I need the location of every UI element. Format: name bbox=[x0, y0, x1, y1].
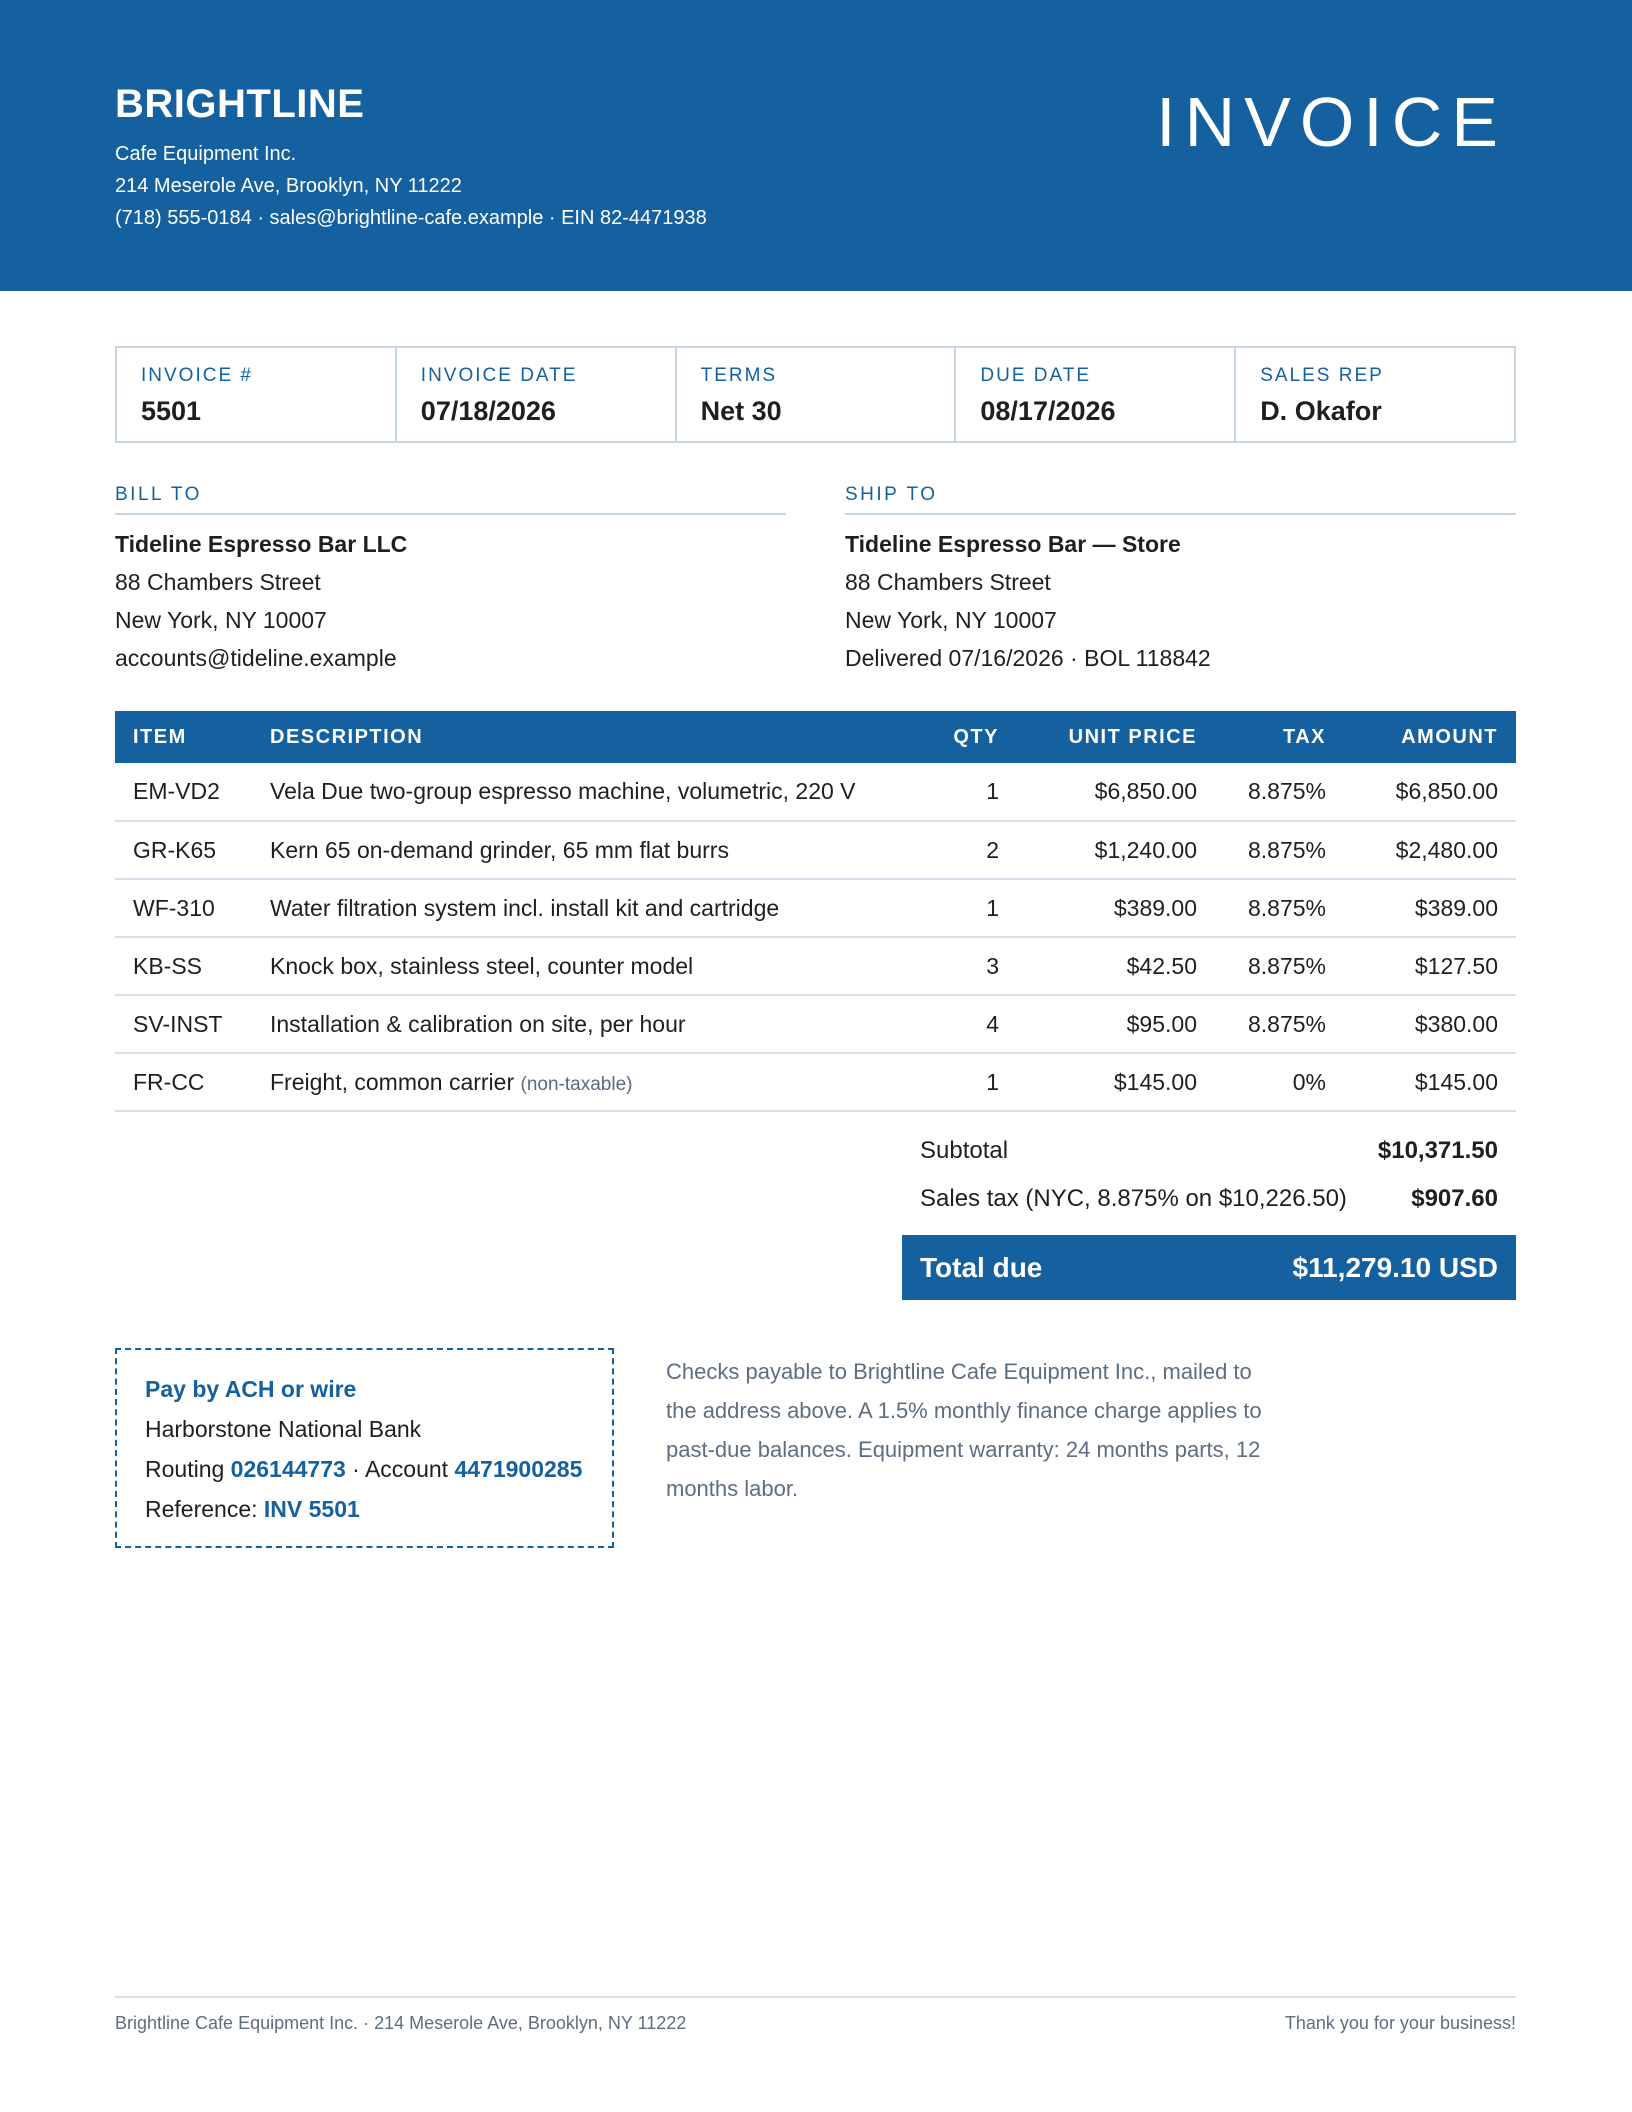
meta-due-date bbox=[956, 348, 1236, 441]
company-name: Cafe Equipment Inc. bbox=[115, 143, 297, 165]
table-row bbox=[115, 995, 1516, 1053]
cell-description bbox=[252, 879, 889, 937]
ship-to-label: SHIP TO bbox=[845, 484, 1516, 515]
description-text: Installation & calibration on site, per hour bbox=[270, 1010, 686, 1037]
column-header-item: ITEM bbox=[115, 711, 252, 763]
meta-sales-rep bbox=[1236, 348, 1514, 441]
cell-qty: 3 bbox=[889, 937, 1017, 995]
separator: · bbox=[345, 1456, 365, 1482]
table-row bbox=[115, 1053, 1516, 1111]
cell-amount: $127.50 bbox=[1344, 937, 1516, 995]
document-title: INVOICE bbox=[1156, 83, 1507, 161]
meta-label: DUE DATE bbox=[980, 365, 1092, 386]
meta-label: INVOICE # bbox=[141, 365, 253, 386]
cell-item: GR-K65 bbox=[115, 821, 252, 879]
footer-divider bbox=[115, 1996, 1516, 1998]
cell-tax: 0% bbox=[1215, 1053, 1344, 1111]
description-text: Freight, common carrier bbox=[270, 1068, 515, 1095]
total-due-row bbox=[902, 1235, 1516, 1300]
cell-item: WF-310 bbox=[115, 879, 252, 937]
description-text: Vela Due two-group espresso machine, volumetric, 220 V bbox=[270, 778, 856, 804]
cell-description bbox=[252, 1053, 889, 1111]
footer-thank-you: Thank you for your business! bbox=[1284, 2013, 1516, 2033]
bill-to-name: Tideline Espresso Bar LLC bbox=[115, 531, 408, 557]
description-text: Water filtration system incl. install kit and cartridge bbox=[270, 894, 780, 921]
cell-amount: $380.00 bbox=[1344, 995, 1516, 1053]
ship-to-city: New York, NY 10007 bbox=[845, 607, 1057, 633]
description-text: Kern 65 on-demand grinder, 65 mm flat burrs bbox=[270, 836, 729, 863]
cell-tax: 8.875% bbox=[1215, 763, 1344, 821]
cell-unit-price: $95.00 bbox=[1017, 995, 1215, 1053]
terms-note: Checks payable to Brightline Cafe Equipment Inc., mailed to the address above. A 1.5% monthly finance charge applies to past-due balances. Equipment warranty: 24 months parts, 12 months labor. bbox=[666, 1359, 1262, 1501]
non-taxable-note: (non-taxable) bbox=[520, 1073, 633, 1095]
meta-label: INVOICE DATE bbox=[420, 365, 578, 386]
meta-label: TERMS bbox=[700, 365, 778, 386]
cell-amount: $389.00 bbox=[1344, 879, 1516, 937]
meta-value: 07/18/2026 bbox=[420, 396, 556, 426]
table-row bbox=[115, 821, 1516, 879]
bill-to-email: accounts@tideline.example bbox=[115, 645, 397, 671]
line-items-table bbox=[115, 711, 1516, 1112]
cell-item: FR-CC bbox=[115, 1053, 252, 1111]
footer-company-info: Brightline Cafe Equipment Inc. · 214 Meserole Ave, Brooklyn, NY 11222 bbox=[115, 2013, 687, 2033]
subtotal-row bbox=[902, 1127, 1516, 1175]
sales-tax-value: $907.60 bbox=[1411, 1185, 1498, 1212]
meta-invoice-number bbox=[117, 348, 397, 441]
cell-description bbox=[252, 995, 889, 1053]
bill-to-street: 88 Chambers Street bbox=[115, 569, 321, 595]
cell-unit-price: $1,240.00 bbox=[1017, 821, 1215, 879]
ship-to-name: Tideline Espresso Bar — Store bbox=[845, 531, 1181, 557]
cell-item: EM-VD2 bbox=[115, 763, 252, 821]
cell-qty: 1 bbox=[889, 879, 1017, 937]
column-header-unit-price: UNIT PRICE bbox=[1017, 711, 1215, 763]
cell-item: SV-INST bbox=[115, 995, 252, 1053]
company-contact: (718) 555-0184 · sales@brightline-cafe.example · EIN 82-4471938 bbox=[115, 207, 707, 229]
table-row bbox=[115, 879, 1516, 937]
meta-value: 08/17/2026 bbox=[980, 396, 1116, 426]
reference-value: INV 5501 bbox=[263, 1496, 360, 1522]
ship-to-block bbox=[845, 484, 1516, 673]
cell-qty: 2 bbox=[889, 821, 1017, 879]
cell-unit-price: $42.50 bbox=[1017, 937, 1215, 995]
cell-tax: 8.875% bbox=[1215, 995, 1344, 1053]
cell-unit-price: $389.00 bbox=[1017, 879, 1215, 937]
description-text: Knock box, stainless steel, counter model bbox=[270, 952, 694, 979]
column-header-qty: QTY bbox=[889, 711, 1017, 763]
payment-title: Pay by ACH or wire bbox=[145, 1376, 357, 1402]
bank-name: Harborstone National Bank bbox=[145, 1416, 422, 1442]
bill-to-city: New York, NY 10007 bbox=[115, 607, 327, 633]
bill-to-label: BILL TO bbox=[115, 484, 786, 515]
table-header-row bbox=[115, 711, 1516, 763]
cell-qty: 1 bbox=[889, 1053, 1017, 1111]
bill-to-block bbox=[115, 484, 786, 673]
invoice-header bbox=[0, 0, 1632, 291]
subtotal-label: Subtotal bbox=[920, 1137, 1009, 1164]
meta-value: Net 30 bbox=[700, 396, 782, 426]
meta-value: 5501 bbox=[141, 396, 202, 426]
cell-tax: 8.875% bbox=[1215, 879, 1344, 937]
meta-invoice-date bbox=[397, 348, 677, 441]
ship-to-delivery: Delivered 07/16/2026 · BOL 118842 bbox=[845, 645, 1211, 671]
invoice-meta-bar bbox=[115, 346, 1516, 443]
meta-label: SALES REP bbox=[1260, 365, 1384, 386]
cell-qty: 1 bbox=[889, 763, 1017, 821]
cell-description bbox=[252, 821, 889, 879]
cell-unit-price: $145.00 bbox=[1017, 1053, 1215, 1111]
meta-value: D. Okafor bbox=[1260, 396, 1382, 426]
cell-description bbox=[252, 937, 889, 995]
account-number: 4471900285 bbox=[454, 1456, 583, 1482]
totals-block bbox=[902, 1127, 1516, 1300]
company-brand: BRIGHTLINE bbox=[115, 82, 365, 126]
company-address: 214 Meserole Ave, Brooklyn, NY 11222 bbox=[115, 175, 462, 197]
cell-item: KB-SS bbox=[115, 937, 252, 995]
meta-terms bbox=[677, 348, 957, 441]
cell-unit-price: $6,850.00 bbox=[1017, 763, 1215, 821]
cell-tax: 8.875% bbox=[1215, 937, 1344, 995]
payment-instructions-box bbox=[115, 1348, 614, 1548]
reference-label: Reference: bbox=[145, 1496, 258, 1522]
cell-amount: $145.00 bbox=[1344, 1053, 1516, 1111]
cell-amount: $6,850.00 bbox=[1344, 763, 1516, 821]
cell-tax: 8.875% bbox=[1215, 821, 1344, 879]
total-due-label: Total due bbox=[920, 1251, 1043, 1283]
total-due-value: $11,279.10 USD bbox=[1292, 1251, 1498, 1283]
routing-account-line bbox=[145, 1456, 612, 1483]
column-header-tax: TAX bbox=[1215, 711, 1344, 763]
column-header-description: DESCRIPTION bbox=[252, 711, 889, 763]
routing-number: 026144773 bbox=[230, 1456, 346, 1482]
cell-qty: 4 bbox=[889, 995, 1017, 1053]
routing-label: Routing bbox=[145, 1456, 225, 1482]
ship-to-street: 88 Chambers Street bbox=[845, 569, 1051, 595]
table-row bbox=[115, 763, 1516, 821]
sales-tax-label: Sales tax (NYC, 8.875% on $10,226.50) bbox=[920, 1185, 1347, 1212]
cell-amount: $2,480.00 bbox=[1344, 821, 1516, 879]
cell-description bbox=[252, 763, 889, 821]
column-header-amount: AMOUNT bbox=[1344, 711, 1516, 763]
account-label: Account bbox=[364, 1456, 449, 1482]
table-row bbox=[115, 937, 1516, 995]
subtotal-value: $10,371.50 bbox=[1377, 1137, 1498, 1164]
reference-line bbox=[145, 1496, 612, 1523]
sales-tax-row bbox=[902, 1175, 1516, 1223]
